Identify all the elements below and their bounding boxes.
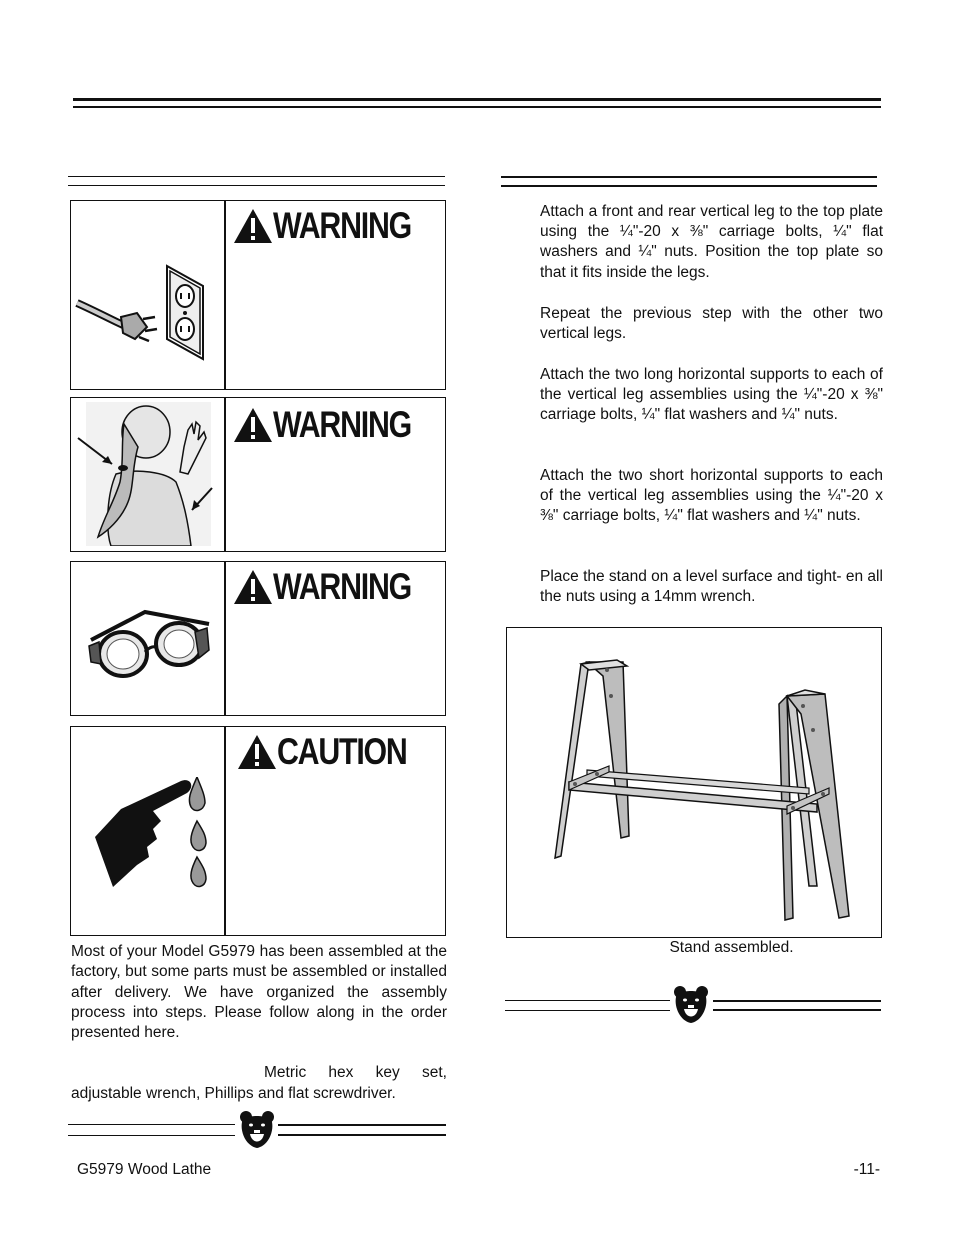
tools-line-2: adjustable wrench, Phillips and flat screwdriver. (71, 1085, 396, 1102)
figure-caption: Stand assembled. (669, 939, 794, 956)
warning-box-electrical (70, 200, 446, 390)
step-4: Attach the two short horizontal supports to each of the vertical leg assemblies using the ¼"-20 x ⅜" carriage bolts, ¼" flat washers and ¼" nuts. (540, 467, 883, 525)
caution-triangle-icon (237, 734, 277, 770)
bear-logo-icon (672, 985, 710, 1025)
stand-illustration (547, 656, 857, 926)
header-rule-top (73, 98, 881, 101)
header-rule-bottom (73, 106, 881, 108)
right-bear-rule-a1 (505, 1000, 670, 1001)
warning-box-eyewear (70, 561, 446, 716)
caution-signal-4 (237, 733, 435, 770)
left-section-rule-bottom (68, 185, 445, 186)
warning-signal-1 (233, 207, 441, 244)
step-5: Place the stand on a level surface and tight- en all the nuts using a 14mm wrench. (540, 568, 883, 606)
right-bear-rule-b2 (713, 1009, 881, 1011)
signal-word: WARNING (273, 566, 412, 607)
bear-logo-icon (238, 1110, 276, 1150)
step-1: Attach a front and rear vertical leg to the top plate using the ¼"-20 x ⅜" carriage bolts, ¼" flat washers and ¼" nuts. Position the top plate so that it fits inside the legs. (540, 203, 883, 281)
signal-word: WARNING (273, 404, 412, 445)
right-section-rule-bottom (501, 185, 877, 187)
step-3: Attach the two long horizontal supports to each of the vertical leg assemblies using the ¼"-20 x ⅜" carriage bolts, ¼" flat washers and ¼" nuts. (540, 366, 883, 424)
tools-line-1: Metric hex key set, (264, 1064, 447, 1081)
left-bear-rule-a1 (68, 1124, 235, 1125)
caution-box-oily-parts (70, 726, 446, 936)
warning-triangle-icon (233, 407, 273, 443)
long-hair-icon (76, 402, 216, 546)
intro-paragraph: Most of your Model G5979 has been assembled at the factory, but some parts must be assembled or installed after delivery. We have organized the assembly process into steps. Please follow along in the order presented here. (71, 943, 447, 1042)
warning-box-hair (70, 397, 446, 552)
warning-triangle-icon (233, 208, 273, 244)
warning-signal-2 (233, 406, 441, 443)
left-bear-rule-b2 (278, 1134, 446, 1136)
left-bear-rule-b1 (278, 1124, 446, 1126)
warning-signal-3 (233, 568, 441, 605)
right-bear-rule-a2 (505, 1010, 670, 1011)
step-2: Repeat the previous step with the other two vertical legs. (540, 305, 883, 343)
left-bear-rule-a2 (68, 1135, 235, 1136)
oily-hand-icon (91, 777, 216, 892)
signal-word: WARNING (273, 205, 412, 246)
footer-model: G5979 Wood Lathe (77, 1161, 212, 1178)
plug-outlet-icon (75, 261, 215, 361)
warning-triangle-icon (233, 569, 273, 605)
left-section-rule-top (68, 176, 445, 177)
stand-figure-frame (506, 627, 882, 938)
footer-page-number: -11- (853, 1161, 880, 1178)
signal-word: CAUTION (277, 731, 407, 772)
right-bear-rule-b1 (713, 1000, 881, 1002)
right-section-rule-top (501, 176, 877, 178)
safety-glasses-icon (85, 602, 215, 682)
